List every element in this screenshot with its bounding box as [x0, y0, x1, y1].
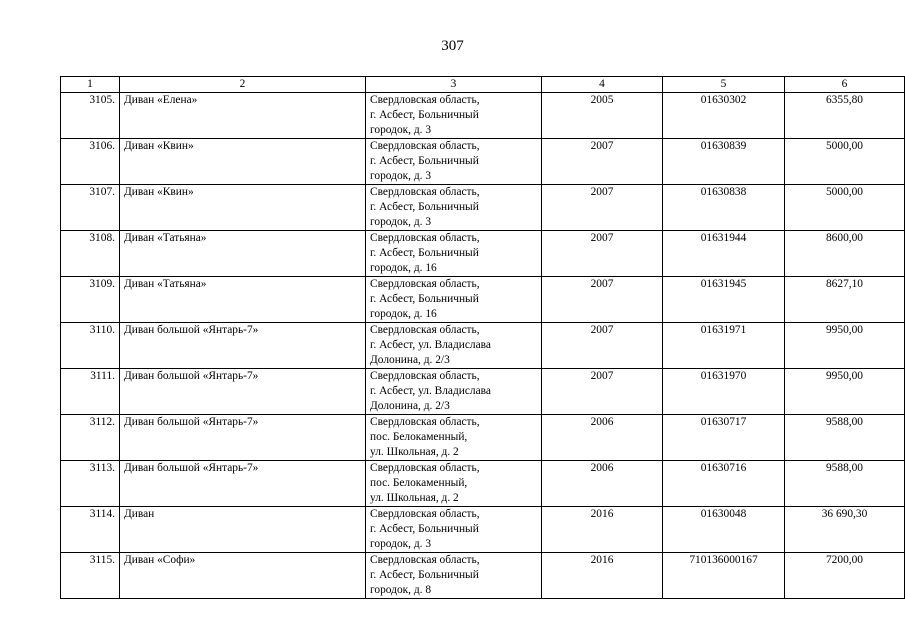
address-line: городок, д. 16 [370, 262, 437, 274]
item-cost: 9950,00 [785, 323, 905, 369]
table-row [61, 93, 905, 139]
table-row [61, 185, 905, 231]
inventory-number: 01630838 [663, 185, 785, 231]
address-line: Свердловская область, [370, 94, 480, 106]
address-line: г. Асбест, Больничный [370, 523, 479, 535]
item-year: 2007 [542, 231, 663, 277]
item-cost: 5000,00 [785, 185, 905, 231]
address-line: Свердловская область, [370, 232, 480, 244]
address-line: городок, д. 8 [370, 584, 432, 596]
address-line: городок, д. 16 [370, 308, 437, 320]
address-line: Свердловская область, [370, 554, 480, 566]
item-year: 2005 [542, 93, 663, 139]
column-header-2: 2 [120, 77, 366, 93]
address-line: Свердловская область, [370, 278, 480, 290]
table-row [61, 231, 905, 277]
address-line: Свердловская область, [370, 140, 480, 152]
address-line: г. Асбест, Больничный [370, 293, 479, 305]
item-year: 2006 [542, 461, 663, 507]
address-line: г. Асбест, Больничный [370, 155, 479, 167]
address-line: г. Асбест, Больничный [370, 247, 479, 259]
inventory-number: 01630048 [663, 507, 785, 553]
item-address [366, 507, 542, 553]
inventory-number: 01631971 [663, 323, 785, 369]
item-cost: 5000,00 [785, 139, 905, 185]
inventory-number: 01631970 [663, 369, 785, 415]
table-row [61, 507, 905, 553]
row-number: 3115. [61, 553, 120, 599]
item-year: 2016 [542, 553, 663, 599]
address-line: г. Асбест, Больничный [370, 569, 479, 581]
item-address [366, 231, 542, 277]
row-number: 3105. [61, 93, 120, 139]
address-line: ул. Школьная, д. 2 [370, 492, 459, 504]
address-line: городок, д. 3 [370, 538, 432, 550]
address-line: городок, д. 3 [370, 170, 432, 182]
item-address [366, 323, 542, 369]
item-address [366, 139, 542, 185]
address-line: Свердловская область, [370, 462, 480, 474]
item-year: 2016 [542, 507, 663, 553]
item-name: Диван «Елена» [120, 93, 366, 139]
column-header-1: 1 [61, 77, 120, 93]
row-number: 3107. [61, 185, 120, 231]
address-line: г. Асбест, ул. Владислава [370, 339, 491, 351]
inventory-number: 01630839 [663, 139, 785, 185]
inventory-number: 710136000167 [663, 553, 785, 599]
item-name: Диван [120, 507, 366, 553]
item-name: Диван «Татьяна» [120, 231, 366, 277]
address-line: ул. Школьная, д. 2 [370, 446, 459, 458]
item-year: 2007 [542, 323, 663, 369]
item-address [366, 553, 542, 599]
item-year: 2007 [542, 139, 663, 185]
address-line: пос. Белокаменный, [370, 431, 468, 443]
column-header-5: 5 [663, 77, 785, 93]
row-number: 3112. [61, 415, 120, 461]
table-header [61, 77, 905, 93]
inventory-number: 01630302 [663, 93, 785, 139]
header-row [61, 77, 905, 93]
item-year: 2006 [542, 415, 663, 461]
item-name: Диван «Квин» [120, 139, 366, 185]
item-name: Диван большой «Янтарь-7» [120, 369, 366, 415]
item-year: 2007 [542, 277, 663, 323]
address-line: Долонина, д. 2/3 [370, 354, 450, 366]
item-cost: 8627,10 [785, 277, 905, 323]
row-number: 3109. [61, 277, 120, 323]
item-year: 2007 [542, 369, 663, 415]
item-cost: 9950,00 [785, 369, 905, 415]
item-name: Диван большой «Янтарь-7» [120, 461, 366, 507]
item-cost: 9588,00 [785, 461, 905, 507]
item-address [366, 277, 542, 323]
row-number: 3113. [61, 461, 120, 507]
item-address [366, 93, 542, 139]
item-name: Диван большой «Янтарь-7» [120, 415, 366, 461]
item-name: Диван «Татьяна» [120, 277, 366, 323]
column-header-6: 6 [785, 77, 905, 93]
address-line: Свердловская область, [370, 416, 480, 428]
item-address [366, 185, 542, 231]
address-line: г. Асбест, Больничный [370, 201, 479, 213]
inventory-number: 01630716 [663, 461, 785, 507]
row-number: 3111. [61, 369, 120, 415]
address-line: пос. Белокаменный, [370, 477, 468, 489]
item-address [366, 415, 542, 461]
item-cost: 36 690,30 [785, 507, 905, 553]
row-number: 3110. [61, 323, 120, 369]
item-cost: 6355,80 [785, 93, 905, 139]
address-line: Свердловская область, [370, 508, 480, 520]
row-number: 3106. [61, 139, 120, 185]
item-cost: 7200,00 [785, 553, 905, 599]
address-line: Долонина, д. 2/3 [370, 400, 450, 412]
inventory-number: 01631944 [663, 231, 785, 277]
address-line: г. Асбест, ул. Владислава [370, 385, 491, 397]
table-row [61, 323, 905, 369]
column-header-3: 3 [366, 77, 542, 93]
inventory-number: 01631945 [663, 277, 785, 323]
page-number: 307 [441, 38, 464, 54]
row-number: 3108. [61, 231, 120, 277]
table-body [61, 93, 905, 599]
address-line: Свердловская область, [370, 324, 480, 336]
item-address [366, 461, 542, 507]
item-cost: 8600,00 [785, 231, 905, 277]
item-name: Диван «Квин» [120, 185, 366, 231]
address-line: Свердловская область, [370, 186, 480, 198]
table-row [61, 553, 905, 599]
address-line: городок, д. 3 [370, 124, 432, 136]
inventory-number: 01630717 [663, 415, 785, 461]
table-row [61, 369, 905, 415]
table-row [61, 461, 905, 507]
table-row [61, 139, 905, 185]
address-line: Свердловская область, [370, 370, 480, 382]
table-row [61, 415, 905, 461]
table-row [61, 277, 905, 323]
row-number: 3114. [61, 507, 120, 553]
column-header-4: 4 [542, 77, 663, 93]
item-name: Диван большой «Янтарь-7» [120, 323, 366, 369]
address-line: городок, д. 3 [370, 216, 432, 228]
address-line: г. Асбест, Больничный [370, 109, 479, 121]
property-table [60, 76, 905, 599]
item-address [366, 369, 542, 415]
item-year: 2007 [542, 185, 663, 231]
item-name: Диван «Софи» [120, 553, 366, 599]
item-cost: 9588,00 [785, 415, 905, 461]
